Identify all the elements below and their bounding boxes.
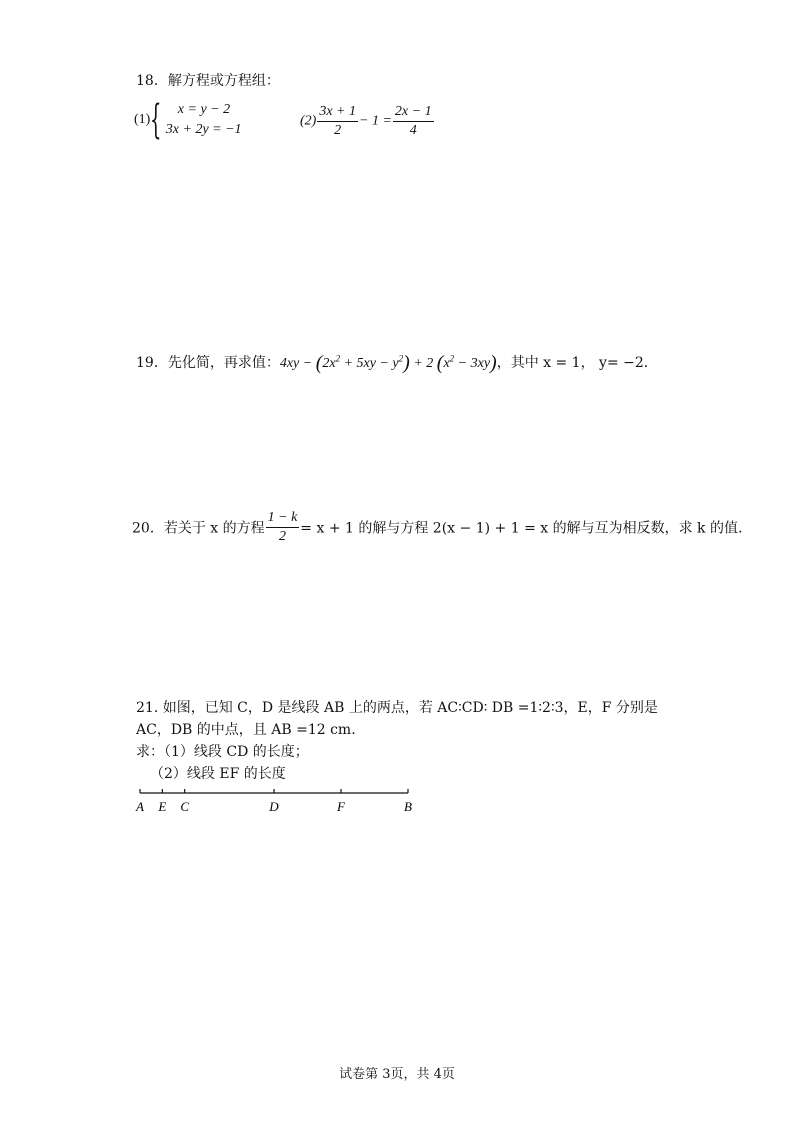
q18-frac1 xyxy=(317,104,358,139)
q18-frac2 xyxy=(393,104,434,139)
q19-prefix: 19．先化简，再求值： xyxy=(136,355,280,371)
q21-line1: 21. 如图，已知 C，D 是线段 AB 上的两点，若 AC∶CD∶ DB =1∶2∶3，E，F 分别是 xyxy=(136,700,658,716)
q20-prefix: 20．若关于 x 的方程 xyxy=(132,520,265,537)
q19-suffix: ，其中 x = 1， y= −2． xyxy=(496,355,658,371)
point-label-a: A xyxy=(136,799,144,814)
point-label-e: E xyxy=(158,799,167,814)
q18-title: 18．解方程或方程组： xyxy=(136,73,280,89)
q21-line3: 求：（1）线段 CD 的长度； xyxy=(136,744,309,760)
q18-frac1-num: 3x + 1 xyxy=(317,104,358,122)
q18-eq2: 3x + 2y = −1 xyxy=(165,122,242,137)
q20-frac-den: 2 xyxy=(278,529,286,544)
point-label-d: D xyxy=(269,799,279,814)
brace-icon: { xyxy=(150,97,162,143)
q18-frac1-den: 2 xyxy=(334,123,342,138)
point-label-f: F xyxy=(337,799,345,814)
segment-diagram xyxy=(130,785,420,821)
q19 xyxy=(136,352,658,375)
point-label-c: C xyxy=(180,799,190,814)
q20 xyxy=(132,510,742,545)
q20-frac xyxy=(266,510,300,545)
q18-part1-label: (1) xyxy=(134,112,151,127)
q20-rest: = x + 1 的解与方程 2(x − 1) + 1 = x 的解与互为相反数，求 k 的值. xyxy=(300,520,743,537)
q18-part1 xyxy=(134,97,242,143)
q18-system xyxy=(166,100,242,140)
q18-eq1: x = y − 2 xyxy=(177,102,231,117)
point-label-b: B xyxy=(404,799,412,814)
q18-part2 xyxy=(300,104,435,139)
q18-part2-mid: − 1 = xyxy=(359,113,392,129)
q20-frac-num: 1 − k xyxy=(266,510,300,528)
q18-frac2-num: 2x − 1 xyxy=(393,104,434,122)
q18-frac2-den: 4 xyxy=(409,123,417,138)
q21-line4: （2）线段 EF 的长度 xyxy=(150,766,286,782)
q18-part2-label: (2) xyxy=(300,113,317,129)
q21-line2: AC，DB 的中点，且 AB =12 cm. xyxy=(136,722,356,738)
q19-expression: $4xy - (2x^2 + 5xy - y^2) + 2$ $(x^2 - 3xy)$ xyxy=(279,352,497,374)
page-footer: 试卷第 3页，共 4页 xyxy=(339,1067,455,1082)
